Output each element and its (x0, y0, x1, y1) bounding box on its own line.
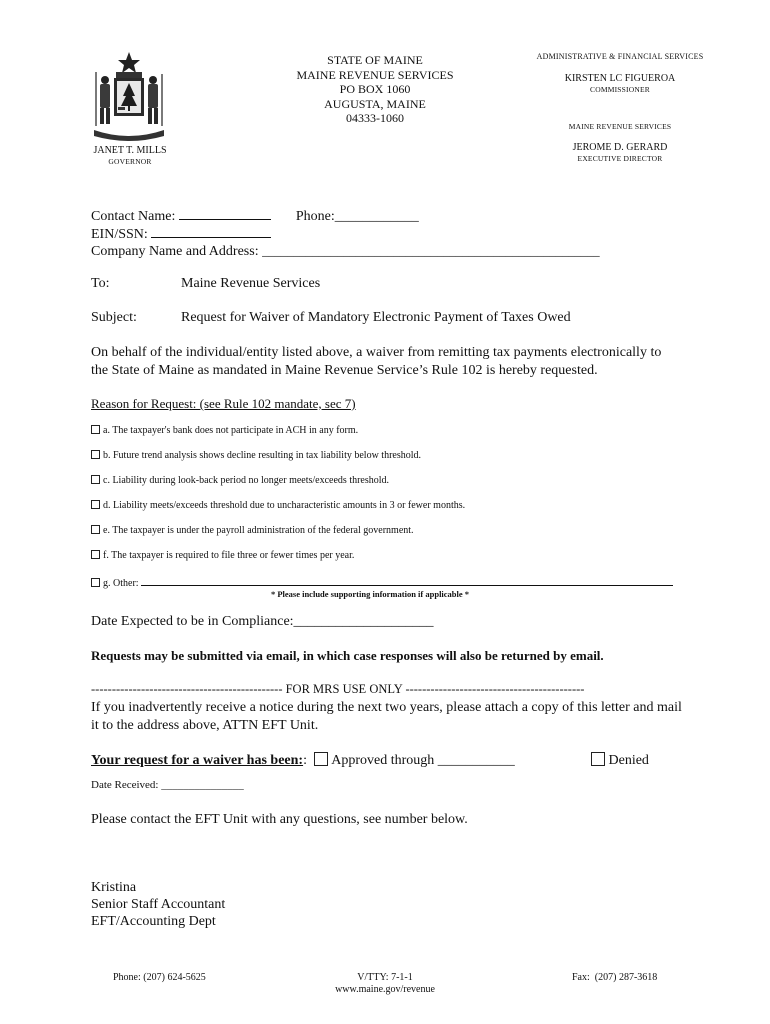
waiver-colon: : (303, 753, 307, 768)
waiver-status (91, 752, 515, 769)
date-received[interactable]: Date Received: _______________ (91, 779, 244, 791)
to-value: Maine Revenue Services (181, 276, 321, 291)
phone-label[interactable]: Phone:____________ (295, 209, 419, 224)
governor-name: JANET T. MILLS (93, 145, 167, 156)
approved-label: Approved through ___________ (331, 753, 515, 768)
email-note: Requests may be submitted via email, in which case responses will also be returned by email. (91, 648, 604, 663)
agency-address (290, 53, 460, 126)
mrs-label: MAINE REVENUE SERVICES (568, 122, 672, 131)
contact-name-field[interactable] (179, 207, 271, 220)
footer-center (315, 972, 455, 996)
denied-checkbox[interactable] (591, 752, 605, 766)
supporting-note: * Please include supporting information if applicable * (270, 589, 470, 599)
mrs-use-only-divider: ---------------------------------------------- FOR MRS USE ONLY ------------------------------------------- (91, 682, 585, 696)
address-line: STATE OF MAINE (327, 53, 423, 67)
reason-text: d. Liability meets/exceeds threshold due to uncharacteristic amounts in 3 or fewer months. (103, 500, 466, 511)
director-name: JEROME D. GERARD (572, 142, 668, 153)
signer-dept: EFT/Accounting Dept (91, 914, 216, 929)
footer-tty: V/TTY: 7-1-1 (357, 972, 413, 983)
reason-text: b. Future trend analysis shows decline resulting in tax liability below threshold. (103, 450, 422, 461)
checkbox[interactable] (91, 500, 100, 509)
waiver-label: Your request for a waiver has been: (91, 753, 304, 768)
subject-value: Request for Waiver of Mandatory Electronic Payment of Taxes Owed (181, 310, 571, 325)
denied-option (591, 752, 649, 769)
checkbox[interactable] (91, 425, 100, 434)
checkbox[interactable] (91, 525, 100, 534)
reason-text: f. The taxpayer is required to file three or fewer times per year. (103, 550, 355, 561)
company-field[interactable]: ______________________________________________________ (262, 244, 600, 258)
commissioner-title: COMMISSIONER (590, 85, 650, 94)
other-field[interactable] (141, 575, 673, 586)
reason-item[interactable] (91, 550, 691, 575)
checkbox[interactable] (91, 450, 100, 459)
reason-text: e. The taxpayer is under the payroll administration of the federal government. (103, 525, 414, 536)
governor-title: GOVERNOR (108, 157, 152, 166)
department-label: ADMINISTRATIVE & FINANCIAL SERVICES (536, 52, 704, 61)
reason-item[interactable] (91, 475, 691, 500)
reason-item[interactable] (91, 450, 691, 475)
address-line: MAINE REVENUE SERVICES (296, 67, 454, 82)
address-line: PO BOX 1060 (339, 82, 411, 96)
contact-name-label: Contact Name: (91, 209, 176, 224)
reason-item[interactable] (91, 525, 691, 550)
ein-field[interactable] (151, 225, 271, 238)
reason-text: a. The taxpayer's bank does not participate in ACH in any form. (103, 425, 359, 436)
footer-fax: Fax: (207) 287-3618 (572, 972, 658, 983)
reason-item[interactable] (91, 575, 691, 589)
company-label: Company Name and Address: (91, 244, 259, 259)
checkbox[interactable] (91, 578, 100, 587)
footer-phone: Phone: (207) 624-5625 (113, 972, 206, 983)
notice-text: If you inadvertently receive a notice during the next two years, please attach a copy of this letter and mail it to the address above, ATTN EFT Unit. (91, 700, 682, 733)
subject-label: Subject: (91, 310, 137, 325)
compliance-date[interactable]: Date Expected to be in Compliance:____________________ (91, 614, 434, 629)
checkbox[interactable] (91, 550, 100, 559)
state-seal (88, 50, 170, 142)
contact-block (91, 207, 731, 260)
signature-block (91, 879, 225, 930)
denied-label: Denied (608, 753, 649, 768)
reason-heading: Reason for Request: (see Rule 102 mandate, sec 7) (91, 396, 356, 411)
director-title: EXECUTIVE DIRECTOR (577, 154, 663, 163)
intro-paragraph: On behalf of the individual/entity listed above, a waiver from remitting tax payments electronically to the State of Maine as mandated in Maine Revenue Service’s Rule 102 is hereby requested. (91, 345, 662, 378)
address-line: 04333-1060 (346, 111, 404, 125)
commissioner-name: KIRSTEN LC FIGUEROA (564, 73, 676, 84)
reason-item[interactable] (91, 425, 691, 450)
address-line: AUGUSTA, MAINE (324, 96, 426, 111)
reason-text: g. Other: (103, 578, 139, 589)
to-label: To: (91, 276, 110, 291)
reason-item[interactable] (91, 500, 691, 525)
approved-checkbox[interactable] (314, 752, 328, 766)
signer-name: Kristina (91, 880, 137, 895)
reason-text: c. Liability during look-back period no longer meets/exceeds threshold. (103, 475, 390, 486)
ein-label: EIN/SSN: (91, 227, 148, 242)
signer-title: Senior Staff Accountant (91, 897, 226, 912)
reason-list (91, 425, 691, 589)
checkbox[interactable] (91, 475, 100, 484)
footer-web[interactable]: www.maine.gov/revenue (335, 984, 435, 995)
contact-note: Please contact the EFT Unit with any questions, see number below. (91, 812, 468, 827)
